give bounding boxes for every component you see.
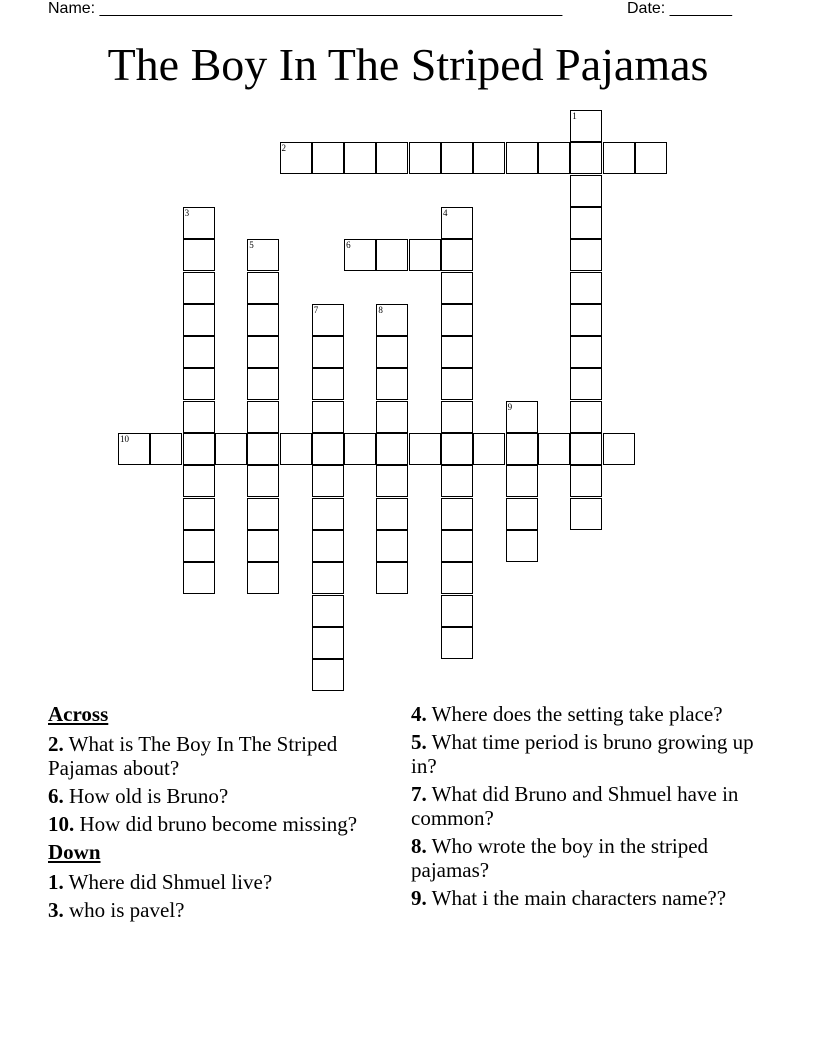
grid-cell[interactable] [312, 336, 344, 368]
clue-down-4: 4. Where does the setting take place? [411, 702, 723, 726]
grid-cell[interactable] [409, 433, 441, 465]
clue-across-10: 10. How did bruno become missing? [48, 812, 358, 836]
grid-cell[interactable] [247, 465, 279, 497]
grid-cell[interactable] [280, 433, 312, 465]
grid-cell[interactable] [312, 433, 344, 465]
cell-number-4: 4 [443, 207, 448, 218]
grid-cell[interactable] [570, 272, 602, 304]
grid-cell[interactable] [441, 498, 473, 530]
grid-cell[interactable] [376, 239, 408, 271]
clue-down-9: 9. What i the main characters name?? [411, 886, 727, 910]
grid-cell[interactable] [441, 530, 473, 562]
grid-cell[interactable] [312, 465, 344, 497]
clue-down-8: 8. Who wrote the boy in the striped pajamas? [411, 834, 709, 882]
grid-cell[interactable] [376, 433, 408, 465]
grid-cell[interactable] [441, 627, 473, 659]
grid-cell[interactable] [247, 368, 279, 400]
grid-cell[interactable] [183, 530, 215, 562]
grid-cell[interactable] [506, 530, 538, 562]
grid-cell[interactable] [570, 336, 602, 368]
name-field-label: Name: ____________________________________________________ [48, 0, 563, 17]
grid-cell[interactable] [538, 142, 570, 174]
grid-cell[interactable] [312, 562, 344, 594]
cell-number-9: 9 [507, 401, 513, 412]
cell-number-8: 8 [378, 304, 383, 315]
page-title: The Boy In The Striped Pajamas [107, 39, 709, 90]
grid-cell[interactable] [183, 562, 215, 594]
grid-cell[interactable] [376, 368, 408, 400]
clue-across-6: 6. How old is Bruno? [48, 784, 229, 808]
grid-cell[interactable] [376, 142, 408, 174]
grid-cell[interactable] [183, 465, 215, 497]
grid-cell[interactable] [570, 465, 602, 497]
grid-cell[interactable] [183, 336, 215, 368]
across-heading: Across [48, 702, 109, 726]
grid-cell[interactable] [570, 175, 602, 207]
clues-left-column [48, 702, 378, 926]
grid-cell[interactable] [506, 498, 538, 530]
grid-cell[interactable] [376, 562, 408, 594]
clue-down-1: 1. Where did Shmuel live? [48, 870, 273, 894]
grid-cell[interactable] [150, 433, 182, 465]
grid-cell[interactable] [441, 272, 473, 304]
grid-cell[interactable] [603, 433, 635, 465]
grid-cell[interactable] [506, 433, 538, 465]
clues-right-column [411, 702, 761, 914]
grid-cell[interactable] [603, 142, 635, 174]
grid-cell[interactable] [312, 595, 344, 627]
cell-number-10: 10 [120, 434, 129, 444]
clue-down-5: 5. What time period is bruno growing up in? [411, 730, 754, 778]
grid-cell[interactable] [376, 401, 408, 433]
grid-cell[interactable] [441, 595, 473, 627]
grid-cell[interactable] [376, 336, 408, 368]
grid-cell[interactable] [570, 401, 602, 433]
grid-cell[interactable] [312, 627, 344, 659]
grid-cell[interactable] [570, 239, 602, 271]
grid-cell[interactable] [570, 498, 602, 530]
grid-cell[interactable] [247, 562, 279, 594]
grid-cell[interactable] [247, 433, 279, 465]
cell-number-6: 6 [346, 240, 351, 251]
grid-cell[interactable] [409, 142, 441, 174]
grid-cell[interactable] [344, 142, 376, 174]
grid-cell[interactable] [441, 368, 473, 400]
grid-cell[interactable] [506, 465, 538, 497]
grid-cell[interactable] [441, 304, 473, 336]
cell-number-7: 7 [313, 304, 319, 315]
grid-cell[interactable] [538, 433, 570, 465]
grid-cell[interactable] [247, 304, 279, 336]
grid-cell[interactable] [247, 336, 279, 368]
grid-cell[interactable] [570, 207, 602, 239]
grid-cell[interactable] [344, 433, 376, 465]
clue-across-2: 2. What is The Boy In The Striped Pajamas about? [48, 732, 338, 780]
cell-number-5: 5 [249, 240, 254, 251]
grid-cell[interactable] [183, 239, 215, 271]
grid-cell[interactable] [473, 433, 505, 465]
grid-cell[interactable] [473, 142, 505, 174]
grid-cell[interactable] [312, 401, 344, 433]
cell-number-3: 3 [184, 207, 190, 218]
clue-down-7: 7. What did Bruno and Shmuel have in common? [411, 782, 739, 830]
grid-cell[interactable] [183, 272, 215, 304]
grid-cell[interactable] [247, 272, 279, 304]
grid-cell[interactable] [570, 433, 602, 465]
grid-cell[interactable] [570, 368, 602, 400]
cell-number-1: 1 [572, 111, 577, 121]
grid-cell[interactable] [183, 433, 215, 465]
grid-cell[interactable] [312, 498, 344, 530]
date-field-label: Date: _______ [627, 0, 732, 17]
grid-cell[interactable] [441, 562, 473, 594]
grid-cell[interactable] [247, 530, 279, 562]
grid-cell[interactable] [441, 465, 473, 497]
grid-cell[interactable] [312, 368, 344, 400]
grid-cell[interactable] [441, 142, 473, 174]
grid-cell[interactable] [312, 530, 344, 562]
grid-cell[interactable] [570, 142, 602, 174]
grid-cell[interactable] [312, 659, 344, 691]
grid-cell[interactable] [312, 142, 344, 174]
grid-cell[interactable] [635, 142, 667, 174]
cell-number-2: 2 [281, 143, 286, 154]
grid-cell[interactable] [247, 401, 279, 433]
grid-cell[interactable] [183, 304, 215, 336]
grid-cell[interactable] [183, 498, 215, 530]
grid-cell[interactable] [183, 401, 215, 433]
grid-cell[interactable] [376, 465, 408, 497]
grid-cell[interactable] [215, 433, 247, 465]
grid-cell[interactable] [409, 239, 441, 271]
grid-cell[interactable] [247, 498, 279, 530]
grid-cell[interactable] [441, 433, 473, 465]
grid-cell[interactable] [376, 530, 408, 562]
grid-cell[interactable] [183, 368, 215, 400]
grid-cell[interactable] [376, 498, 408, 530]
grid-cell[interactable] [441, 336, 473, 368]
grid-cell[interactable] [506, 142, 538, 174]
down-heading: Down [48, 840, 101, 864]
grid-cell[interactable] [441, 239, 473, 271]
grid-cell[interactable] [570, 304, 602, 336]
clue-down-3: 3. who is pavel? [48, 898, 185, 922]
grid-cell[interactable] [441, 401, 473, 433]
